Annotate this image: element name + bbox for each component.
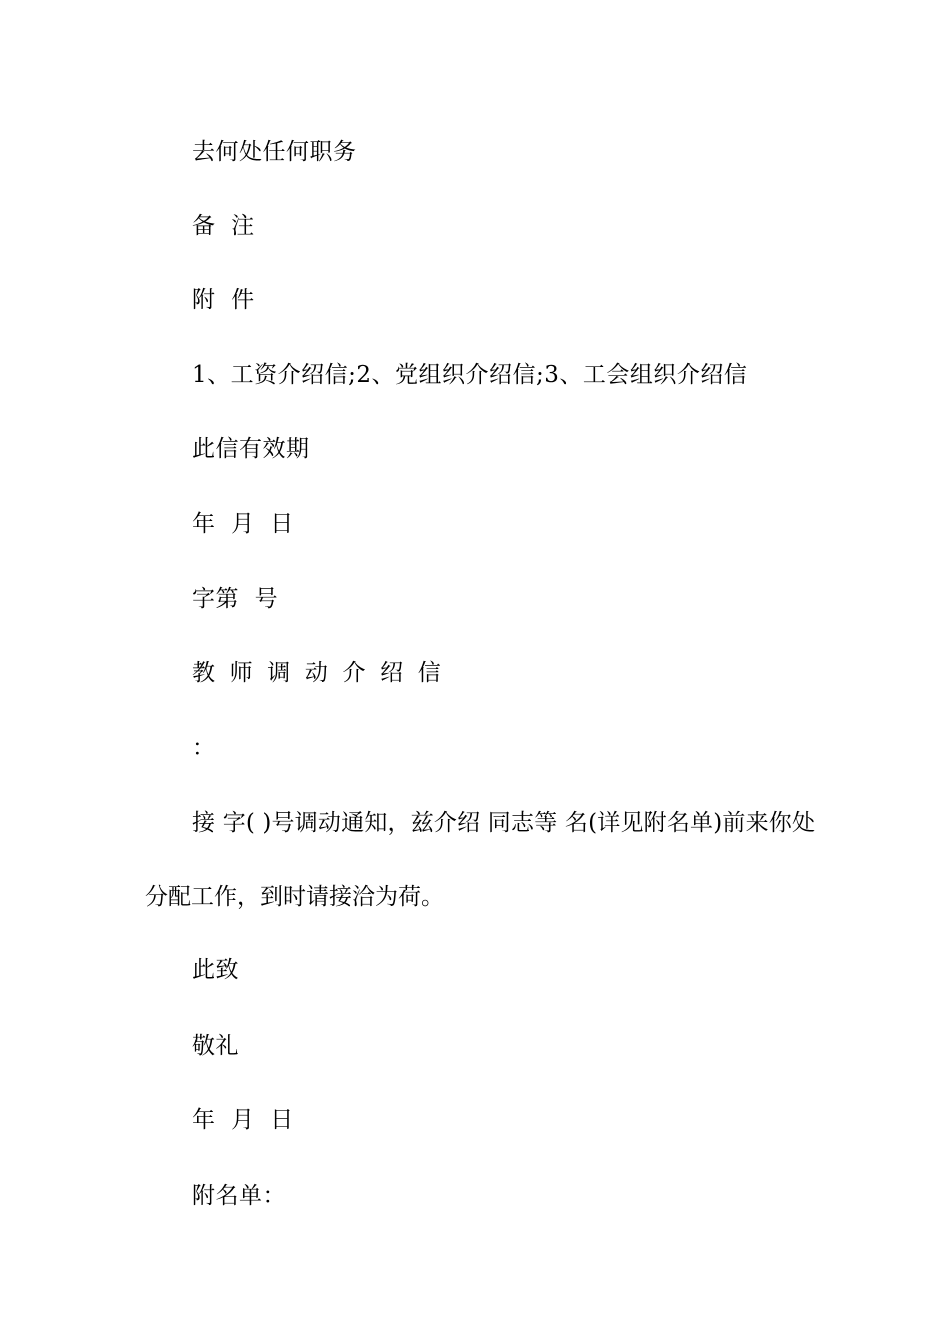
date-line: 年 月 日 bbox=[192, 511, 294, 537]
position-line: 去何处任何职务 bbox=[192, 139, 357, 165]
salutation-colon: ： bbox=[192, 735, 216, 761]
closing-greeting: 此致 bbox=[192, 957, 239, 983]
attached-list-label: 附名单： bbox=[192, 1183, 286, 1209]
remarks-label: 备 注 bbox=[192, 213, 255, 239]
signature-date: 年 月 日 bbox=[192, 1107, 294, 1133]
body-paragraph: 接 字( )号调动通知，兹介绍 同志等 名(详见附名单)前来你处分配工作，到时请接洽为荷。 bbox=[145, 810, 815, 910]
validity-label: 此信有效期 bbox=[192, 436, 310, 462]
attachments-label: 附 件 bbox=[192, 287, 255, 313]
closing-respect: 敬礼 bbox=[192, 1033, 239, 1059]
attachments-list: 1、工资介绍信;2、党组织介绍信;3、工会组织介绍信 bbox=[192, 362, 748, 388]
reference-number: 字第 号 bbox=[192, 586, 279, 612]
letter-title: 教 师 调 动 介 绍 信 bbox=[192, 660, 441, 686]
